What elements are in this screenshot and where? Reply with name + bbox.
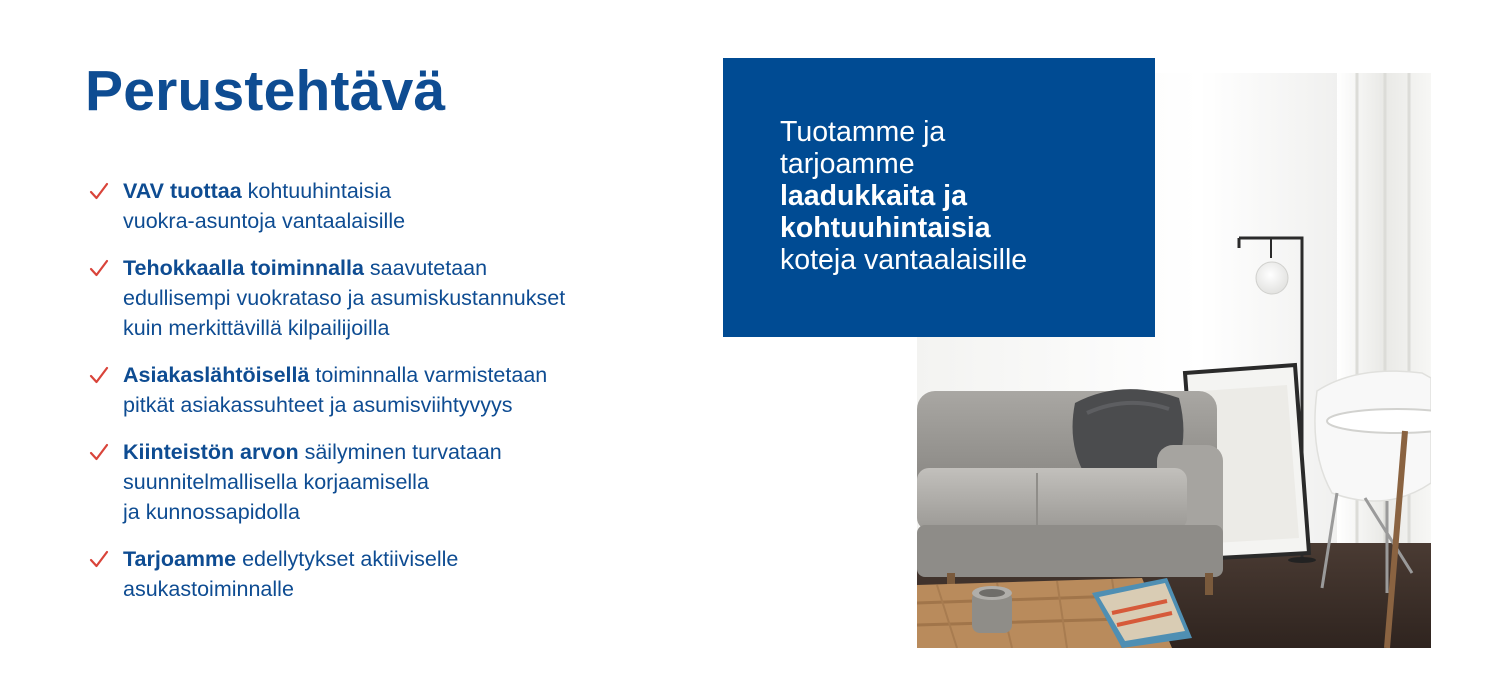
bullet-rest: saavutetaan edullisempi vuokrataso ja asumiskustannukset kuin merkittävillä kilpailijoilla	[123, 256, 566, 340]
checkmark-icon	[88, 253, 110, 283]
page-title: Perustehtävä	[85, 59, 446, 123]
bullet-item	[88, 437, 688, 527]
bullet-rest: edellytykset aktiiviselle asukastoiminnalle	[123, 547, 459, 601]
bullet-rest: säilyminen turvataan suunnitelmallisella korjaamisella ja kunnossapidolla	[123, 440, 502, 524]
callout-line: Tuotamme ja	[780, 116, 946, 148]
bullet-rest: toiminnalla varmistetaan pitkät asiakassuhteet ja asumisviihtyvyys	[123, 363, 548, 417]
bullet-bold: Asiakaslähtöisellä	[123, 363, 310, 387]
checkmark-icon	[88, 176, 110, 206]
bullet-text	[123, 176, 688, 236]
callout-line: tarjoamme	[780, 148, 915, 180]
bullet-item	[88, 253, 688, 343]
bullet-bold: Kiinteistön arvon	[123, 440, 299, 464]
bullet-item	[88, 544, 688, 604]
bullet-item	[88, 176, 688, 236]
bullet-bold: Tarjoamme	[123, 547, 237, 571]
checkmark-icon	[88, 544, 110, 574]
bullet-rest: kohtuuhintaisia vuokra-asuntoja vantaalaisille	[123, 179, 406, 233]
callout-line-bold: laadukkaita ja	[780, 180, 967, 212]
bullet-text	[123, 253, 688, 343]
checkmark-icon	[88, 437, 110, 467]
bullet-item	[88, 360, 688, 420]
mission-callout	[723, 58, 1155, 337]
bullet-bold: VAV tuottaa	[123, 179, 242, 203]
callout-line-bold: kohtuuhintaisia	[780, 212, 991, 244]
bullet-text	[123, 437, 688, 527]
callout-line: koteja vantaalaisille	[780, 244, 1028, 276]
bullet-text	[123, 544, 688, 604]
checkmark-icon	[88, 360, 110, 390]
bullet-list	[88, 176, 688, 621]
bullet-bold: Tehokkaalla toiminnalla	[123, 256, 364, 280]
bullet-text	[123, 360, 688, 420]
